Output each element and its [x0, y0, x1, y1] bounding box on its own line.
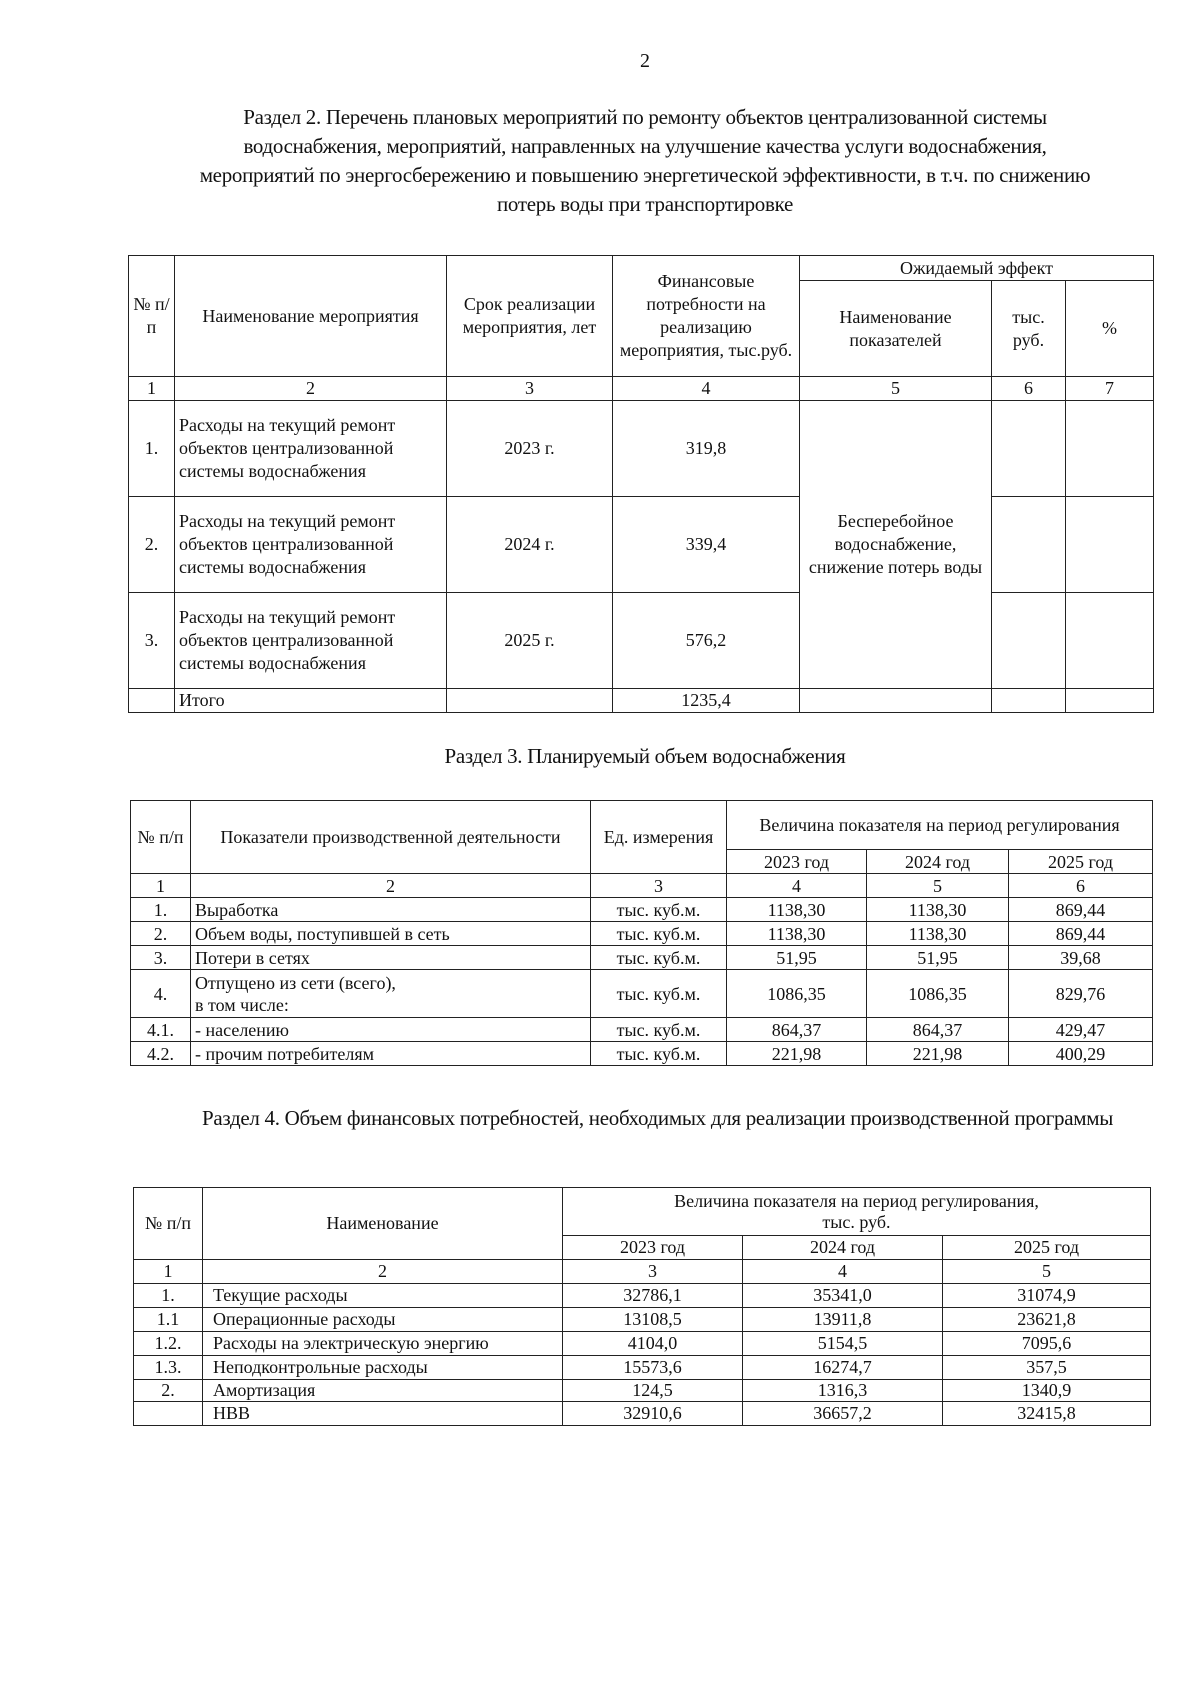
row-value: 221,98: [727, 1042, 867, 1066]
row-name: Расходы на текущий ремонт объектов централизованной системы водоснабжения: [175, 593, 447, 689]
col-number: 7: [1066, 377, 1154, 401]
row-value: 1138,30: [727, 922, 867, 946]
table-row: [134, 1308, 1151, 1332]
table-row: [131, 922, 1153, 946]
row-num: 1.: [129, 401, 175, 497]
row-name: Операционные расходы: [203, 1308, 563, 1332]
empty-cell: [1066, 593, 1154, 689]
row-name: Неподконтрольные расходы: [203, 1356, 563, 1380]
row-unit: тыс. куб.м.: [591, 970, 727, 1018]
row-value: 35341,0: [743, 1284, 943, 1308]
col-number: 1: [129, 377, 175, 401]
row-unit: тыс. куб.м.: [591, 898, 727, 922]
empty-cell: [129, 689, 175, 713]
row-value: 13911,8: [743, 1308, 943, 1332]
section2-title-line: Раздел 2. Перечень плановых мероприятий по ремонту объектов централизованной системы: [243, 105, 1047, 129]
section3-table: [130, 800, 1153, 1066]
col-number: 6: [992, 377, 1066, 401]
table-row: [129, 497, 1154, 593]
total-label: Итого: [175, 689, 447, 713]
empty-cell: [992, 689, 1066, 713]
col-number: 4: [727, 874, 867, 898]
row-term: 2025 г.: [447, 593, 613, 689]
header-year-2024: 2024 год: [867, 850, 1009, 874]
header-effect: Ожидаемый эффект: [800, 256, 1154, 281]
col-number: 3: [447, 377, 613, 401]
total-value: 1235,4: [613, 689, 800, 713]
empty-cell: [992, 497, 1066, 593]
row-num: 4.: [131, 970, 191, 1018]
row-value: 51,95: [867, 946, 1009, 970]
row-value: 32786,1: [563, 1284, 743, 1308]
header-name: Наименование: [203, 1188, 563, 1260]
row-num: [134, 1402, 203, 1426]
row-value: 5154,5: [743, 1332, 943, 1356]
row-value: 32910,6: [563, 1402, 743, 1426]
row-num: 4.1.: [131, 1018, 191, 1042]
col-number: 5: [943, 1260, 1151, 1284]
col-number: 3: [591, 874, 727, 898]
col-number: 5: [800, 377, 992, 401]
row-name: Расходы на текущий ремонт объектов централизованной системы водоснабжения: [175, 497, 447, 593]
header-term: Срок реализации мероприятия, лет: [447, 256, 613, 377]
row-value: 1138,30: [867, 922, 1009, 946]
header-indicators: Показатели производственной деятельности: [191, 801, 591, 874]
row-value: 221,98: [867, 1042, 1009, 1066]
col-number: 4: [743, 1260, 943, 1284]
row-num: 3.: [129, 593, 175, 689]
row-value: 864,37: [727, 1018, 867, 1042]
section2-title-line: потерь воды при транспортировке: [496, 192, 794, 216]
row-value: 1086,35: [727, 970, 867, 1018]
row-name: Объем воды, поступившей в сеть: [191, 922, 591, 946]
row-value: 869,44: [1009, 922, 1153, 946]
row-num: 1.2.: [134, 1332, 203, 1356]
row-value: 23621,8: [943, 1308, 1151, 1332]
row-name: [191, 970, 591, 1018]
header-year-2023: 2023 год: [727, 850, 867, 874]
row-name: Потери в сетях: [191, 946, 591, 970]
section4-table: [133, 1187, 1151, 1426]
empty-cell: [1066, 401, 1154, 497]
col-number: 2: [191, 874, 591, 898]
table-row: [129, 593, 1154, 689]
row-value: 32415,8: [943, 1402, 1151, 1426]
row-value: 829,76: [1009, 970, 1153, 1018]
header-thousand: тыс. руб.: [992, 281, 1066, 377]
row-value: 13108,5: [563, 1308, 743, 1332]
table-row: [134, 1380, 1151, 1402]
header-percent: %: [1066, 281, 1154, 377]
row-num: 2.: [129, 497, 175, 593]
header-name: Наименование мероприятия: [175, 256, 447, 377]
effect-text: Бесперебойное водоснабжение, снижение потерь воды: [800, 401, 992, 689]
table-row: [131, 970, 1153, 1018]
table-row: [129, 401, 1154, 497]
row-name: - населению: [191, 1018, 591, 1042]
row-unit: тыс. куб.м.: [591, 946, 727, 970]
header-period: [563, 1188, 1151, 1236]
table-row: [131, 1018, 1153, 1042]
row-num: 3.: [131, 946, 191, 970]
row-num: 4.2.: [131, 1042, 191, 1066]
row-value: 7095,6: [943, 1332, 1151, 1356]
section2-title: [120, 103, 1170, 219]
table-row: [134, 1356, 1151, 1380]
row-value: 1138,30: [727, 898, 867, 922]
col-number: 4: [613, 377, 800, 401]
empty-cell: [1066, 689, 1154, 713]
empty-cell: [800, 689, 992, 713]
page-number: 2: [640, 50, 650, 72]
row-value: 864,37: [867, 1018, 1009, 1042]
section2-title-line: водоснабжения, мероприятий, направленных на улучшение качества услуги водоснабжения,: [243, 134, 1047, 158]
header-period-line: тыс. руб.: [822, 1211, 891, 1232]
header-unit: Ед. измерения: [591, 801, 727, 874]
row-value: 36657,2: [743, 1402, 943, 1426]
table-row: [131, 898, 1153, 922]
row-term: 2023 г.: [447, 401, 613, 497]
section2-table: [128, 255, 1154, 713]
row-value: 31074,9: [943, 1284, 1151, 1308]
row-value: 15573,6: [563, 1356, 743, 1380]
row-num: 1.: [131, 898, 191, 922]
row-term: 2024 г.: [447, 497, 613, 593]
table-row: [134, 1402, 1151, 1426]
row-finance: 339,4: [613, 497, 800, 593]
row-value: 1086,35: [867, 970, 1009, 1018]
row-name-line: в том числе:: [195, 994, 289, 1015]
row-name: - прочим потребителям: [191, 1042, 591, 1066]
row-value: 39,68: [1009, 946, 1153, 970]
row-name: Выработка: [191, 898, 591, 922]
row-name: НВВ: [203, 1402, 563, 1426]
header-year-2025: 2025 год: [1009, 850, 1153, 874]
row-num: 2.: [134, 1380, 203, 1402]
row-finance: 576,2: [613, 593, 800, 689]
header-period: Величина показателя на период регулирования: [727, 801, 1153, 850]
col-number: 6: [1009, 874, 1153, 898]
row-num: 1.: [134, 1284, 203, 1308]
row-name-line: Отпущено из сети (всего),: [195, 972, 396, 993]
row-name: Расходы на электрическую энергию: [203, 1332, 563, 1356]
row-num: 1.3.: [134, 1356, 203, 1380]
header-num: № п/п: [134, 1188, 203, 1260]
header-year-2025: 2025 год: [943, 1236, 1151, 1260]
row-value: 429,47: [1009, 1018, 1153, 1042]
row-value: 400,29: [1009, 1042, 1153, 1066]
row-name: Амортизация: [203, 1380, 563, 1402]
empty-cell: [1066, 497, 1154, 593]
table-row: [134, 1284, 1151, 1308]
row-value: 1316,3: [743, 1380, 943, 1402]
table-row: [134, 1332, 1151, 1356]
header-year-2024: 2024 год: [743, 1236, 943, 1260]
row-unit: тыс. куб.м.: [591, 1018, 727, 1042]
section3-title: Раздел 3. Планируемый объем водоснабжения: [444, 744, 846, 768]
empty-cell: [992, 401, 1066, 497]
row-value: 1138,30: [867, 898, 1009, 922]
row-value: 51,95: [727, 946, 867, 970]
empty-cell: [447, 689, 613, 713]
row-unit: тыс. куб.м.: [591, 922, 727, 946]
table-row: [131, 1042, 1153, 1066]
header-finance: Финансовые потребности на реализацию мероприятия, тыс.руб.: [613, 256, 800, 377]
row-unit: тыс. куб.м.: [591, 1042, 727, 1066]
section4-title: Раздел 4. Объем финансовых потребностей, необходимых для реализации производственной программы: [201, 1106, 1114, 1130]
table-row: [131, 946, 1153, 970]
col-number: 2: [203, 1260, 563, 1284]
row-finance: 319,8: [613, 401, 800, 497]
row-value: 16274,7: [743, 1356, 943, 1380]
row-name: Расходы на текущий ремонт объектов централизованной системы водоснабжения: [175, 401, 447, 497]
row-value: 357,5: [943, 1356, 1151, 1380]
row-num: 2.: [131, 922, 191, 946]
row-value: 1340,9: [943, 1380, 1151, 1402]
col-number: 5: [867, 874, 1009, 898]
row-value: 4104,0: [563, 1332, 743, 1356]
header-num: № п/п: [131, 801, 191, 874]
col-number: 1: [134, 1260, 203, 1284]
row-num: 1.1: [134, 1308, 203, 1332]
section2-title-line: мероприятий по энергосбережению и повышению энергетической эффективности, в т.ч. по снижению: [199, 163, 1091, 187]
row-name: Текущие расходы: [203, 1284, 563, 1308]
header-indicators: Наименование показателей: [800, 281, 992, 377]
header-period-line: Величина показателя на период регулирования,: [674, 1190, 1039, 1211]
empty-cell: [992, 593, 1066, 689]
header-year-2023: 2023 год: [563, 1236, 743, 1260]
row-value: 869,44: [1009, 898, 1153, 922]
col-number: 3: [563, 1260, 743, 1284]
row-value: 124,5: [563, 1380, 743, 1402]
col-number: 2: [175, 377, 447, 401]
total-row: [129, 689, 1154, 713]
col-number: 1: [131, 874, 191, 898]
header-num: № п/п: [129, 256, 175, 377]
